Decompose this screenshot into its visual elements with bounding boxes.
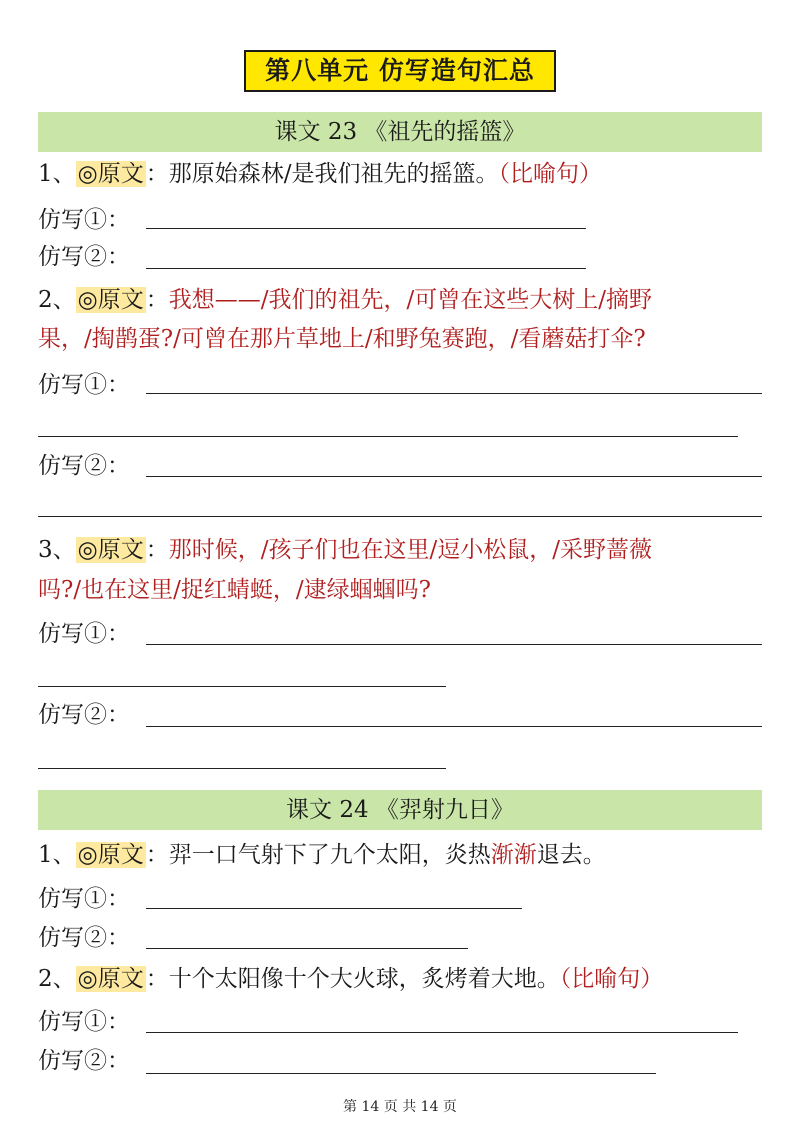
l23-item3-write2-line[interactable] bbox=[146, 726, 762, 727]
colon: ： bbox=[145, 842, 169, 868]
original-text-line2: 果，/掏鹊蛋?/可曾在那片草地上/和野兔赛跑，/看蘑菇打伞? bbox=[38, 326, 646, 352]
original-mark: ◎原文 bbox=[77, 537, 144, 563]
l23-item2-original bbox=[38, 283, 652, 317]
original-text: 那原始森林/是我们祖先的摇篮。 bbox=[168, 161, 499, 187]
sentence-type-note: （比喻句） bbox=[498, 161, 602, 187]
l24-item1-write1-line[interactable] bbox=[146, 908, 522, 909]
original-text-line1: 我想——/我们的祖先，/可曾在这些大树上/摘野 bbox=[168, 287, 652, 313]
page-title: 第八单元 仿写造句汇总 bbox=[244, 50, 556, 92]
l24-item1-write2-label: 仿写②： bbox=[38, 925, 130, 951]
original-mark: ◎原文 bbox=[77, 287, 144, 313]
l24-item2-write2-line[interactable] bbox=[146, 1073, 656, 1074]
l23-item1-write2-label: 仿写②： bbox=[38, 244, 130, 270]
l24-item2-write1-line[interactable] bbox=[146, 1032, 738, 1033]
l23-item3-write1-label: 仿写①： bbox=[38, 621, 130, 647]
colon: ： bbox=[145, 966, 169, 992]
colon: ： bbox=[145, 287, 169, 313]
original-text: 十个太阳像十个大火球，炙烤着大地。 bbox=[168, 966, 560, 992]
colon: ： bbox=[145, 161, 169, 187]
item-number: 2、 bbox=[38, 966, 76, 992]
original-mark: ◎原文 bbox=[77, 161, 144, 187]
l23-item2-write2-line2[interactable] bbox=[38, 516, 762, 517]
l24-item1-write2-line[interactable] bbox=[146, 948, 468, 949]
item-number: 1、 bbox=[38, 842, 76, 868]
l23-item3-write2-line2[interactable] bbox=[38, 768, 446, 769]
sentence-type-note: （比喻句） bbox=[559, 966, 664, 992]
emphasized-word: 渐渐 bbox=[490, 842, 537, 868]
page-footer: 第 14 页 共 14 页 bbox=[343, 1099, 457, 1115]
item-number: 2、 bbox=[38, 287, 76, 313]
l23-item3-write1-line[interactable] bbox=[146, 644, 762, 645]
item-number: 3、 bbox=[38, 537, 76, 563]
l23-item1-original bbox=[38, 157, 602, 191]
original-text-a: 羿一口气射下了九个太阳，炎热 bbox=[168, 842, 491, 868]
l24-item2-write1-label: 仿写①： bbox=[38, 1009, 130, 1035]
original-text-line2: 吗?/也在这里/捉红蜻蜓，/逮绿蝈蝈吗? bbox=[38, 577, 431, 603]
l23-item1-write2-line[interactable] bbox=[146, 268, 586, 269]
l23-item2-write1-label: 仿写①： bbox=[38, 372, 130, 398]
l24-item1-original bbox=[38, 838, 606, 872]
colon: ： bbox=[145, 537, 169, 563]
lesson-24-header: 课文 24 《羿射九日》 bbox=[38, 790, 762, 830]
original-mark: ◎原文 bbox=[77, 966, 144, 992]
lesson-23-header: 课文 23 《祖先的摇篮》 bbox=[38, 112, 762, 152]
l23-item2-write1-line[interactable] bbox=[146, 393, 762, 394]
l23-item3-write1-line2[interactable] bbox=[38, 686, 446, 687]
item-number: 1、 bbox=[38, 161, 76, 187]
l23-item2-write2-label: 仿写②： bbox=[38, 453, 130, 479]
original-mark: ◎原文 bbox=[77, 842, 144, 868]
l23-item1-write1-label: 仿写①： bbox=[38, 207, 130, 233]
original-text-c: 退去。 bbox=[536, 842, 606, 868]
l23-item1-write1-line[interactable] bbox=[146, 228, 586, 229]
l23-item2-write2-line[interactable] bbox=[146, 476, 762, 477]
l24-item2-original bbox=[38, 962, 663, 996]
l23-item2-write1-line2[interactable] bbox=[38, 436, 738, 437]
l23-item3-original bbox=[38, 533, 652, 567]
original-text-line1: 那时候，/孩子们也在这里/逗小松鼠，/采野蔷薇 bbox=[168, 537, 652, 563]
l24-item1-write1-label: 仿写①： bbox=[38, 886, 130, 912]
l24-item2-write2-label: 仿写②： bbox=[38, 1048, 130, 1074]
l23-item3-write2-label: 仿写②： bbox=[38, 702, 130, 728]
